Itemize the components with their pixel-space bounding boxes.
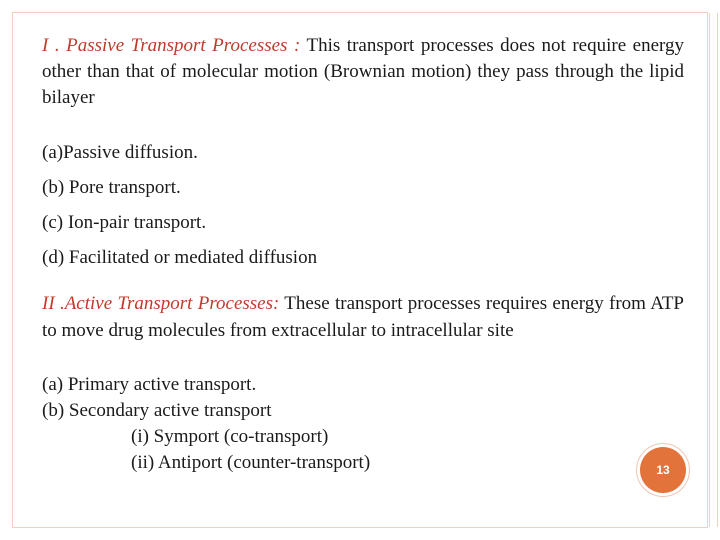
passive-transport-text: This transport processes does not require energy other than that of molecular motion (Brownian motion) they pass through the lipid bilayer xyxy=(42,35,684,108)
active-transport-text: These transport processes requires energy from ATP to move drug molecules from extracellular to intracellular site xyxy=(42,293,684,341)
list-item: (b) Pore transport. xyxy=(42,177,181,198)
active-transport-list xyxy=(42,372,684,476)
list-subitem: (i) Symport (co-transport) xyxy=(131,426,329,447)
page-number-badge: 13 xyxy=(640,447,686,493)
slide-content xyxy=(42,33,684,476)
list-item: (a)Passive diffusion. xyxy=(42,142,198,163)
passive-transport-list xyxy=(42,135,684,275)
list-subitem: (ii) Antiport (counter-transport) xyxy=(131,452,371,473)
frame-rule xyxy=(717,13,718,527)
list-item: (b) Secondary active transport xyxy=(42,400,272,421)
passive-transport-paragraph xyxy=(42,33,684,111)
list-item: (a) Primary active transport. xyxy=(42,374,257,395)
frame-rule xyxy=(709,13,710,527)
list-item: (d) Facilitated or mediated diffusion xyxy=(42,247,318,268)
active-transport-heading: II .Active Transport Processes: xyxy=(42,293,280,314)
passive-transport-heading: I . Passive Transport Processes : xyxy=(42,35,301,56)
list-item: (c) Ion-pair transport. xyxy=(42,212,207,233)
active-transport-paragraph xyxy=(42,290,684,344)
